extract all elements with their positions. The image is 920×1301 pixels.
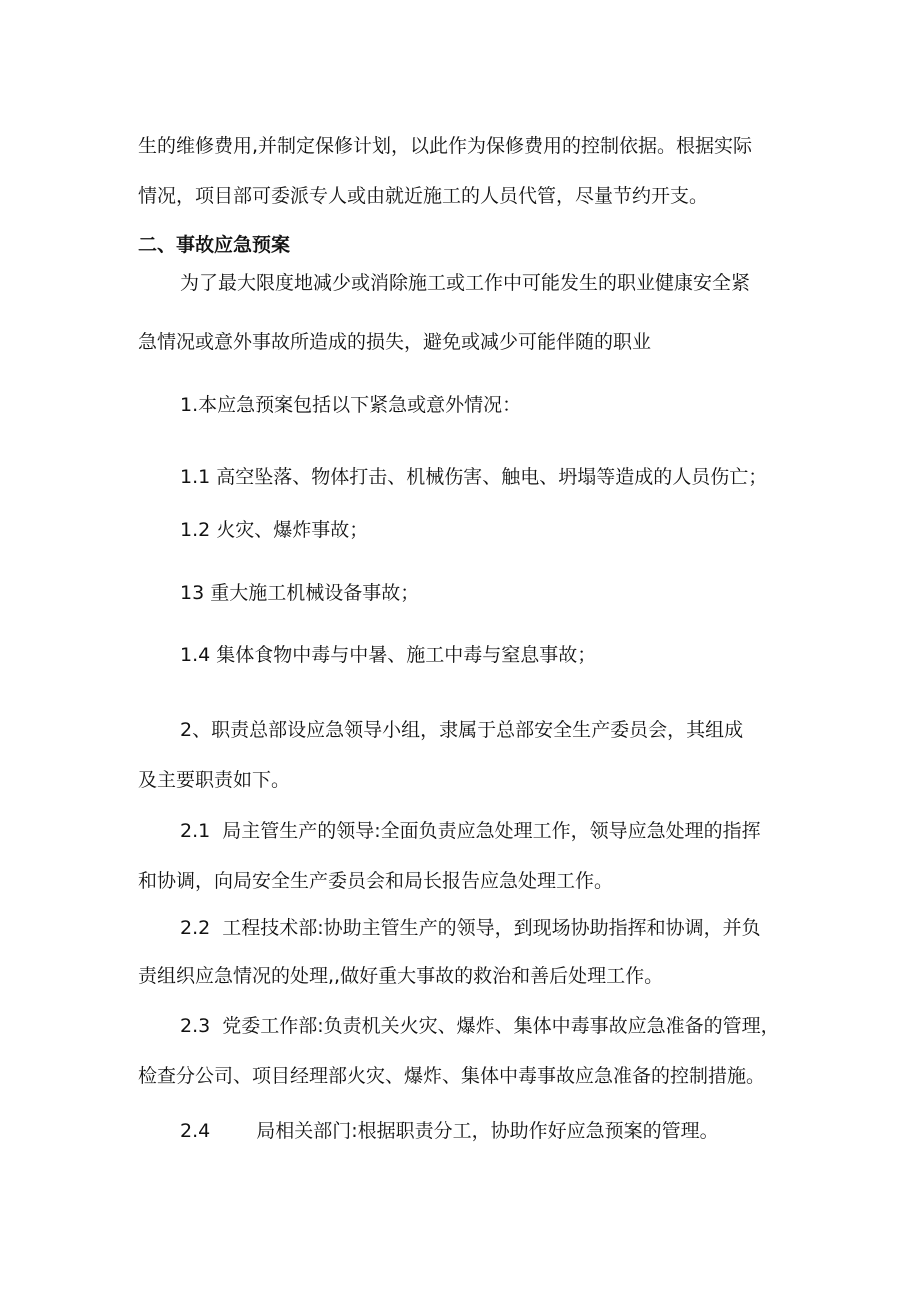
item-2-2-line-1	[180, 915, 761, 941]
intro-line-2: 急情况或意外事故所造成的损失，避免或减少可能伴随的职业	[138, 331, 652, 353]
subitem-number: 1.1	[180, 466, 211, 488]
item-2-4	[180, 1118, 719, 1144]
subitem-1-4	[180, 642, 596, 668]
item-2-3-line-1	[180, 1013, 780, 1039]
intro-line-1: 为了最大限度地减少或消除施工或工作中可能发生的职业健康安全紧	[180, 272, 751, 294]
paragraph-continued-line-2: 情况，项目部可委派专人或由就近施工的人员代管，尽量节约开支。	[138, 185, 709, 207]
subitem-number: 13	[180, 582, 205, 604]
subitem-text: 重大施工机械设备事故；	[210, 582, 420, 604]
subitem-number: 1.2	[180, 519, 211, 541]
item-2-line-1: 2、职责总部设应急领导小组，隶属于总部安全生产委员会，其组成	[180, 719, 744, 741]
subitem-1-1	[180, 464, 767, 490]
item-1-heading: 1.本应急预案包括以下紧急或意外情况：	[180, 394, 522, 416]
item-number: 2.3	[180, 1015, 211, 1037]
item-2-line-2: 及主要职责如下。	[138, 769, 291, 791]
subitem-text: 集体食物中毒与中暑、施工中毒与窒息事故；	[216, 644, 597, 666]
subitem-text: 高空坠落、物体打击、机械伤害、触电、坍塌等造成的人员伤亡；	[216, 466, 768, 488]
item-2-2-line-2: 责组织应急情况的处理,,做好重大事故的救治和善后处理工作。	[138, 965, 664, 987]
subitem-text: 火灾、爆炸事故；	[216, 519, 369, 541]
item-2-1-line-2: 和协调，向局安全生产委员会和局长报告应急处理工作。	[138, 870, 614, 892]
item-number: 2.1	[180, 820, 211, 842]
item-2-3-line-2: 检查分公司、项目经理部火灾、爆炸、集体中毒事故应急准备的控制措施。	[138, 1065, 766, 1087]
subitem-1-2	[180, 517, 368, 543]
paragraph-continued-line-1: 生的维修费用,并制定保修计划，以此作为保修费用的控制依据。根据实际	[138, 135, 753, 157]
subitem-1-3	[180, 580, 419, 606]
item-text: 局相关部门:根据职责分工，协助作好应急预案的管理。	[256, 1120, 719, 1142]
item-text: 局主管生产的领导:全面负责应急处理工作，领导应急处理的指挥	[222, 820, 761, 842]
item-number: 2.4	[180, 1120, 211, 1142]
section-heading: 二、事故应急预案	[138, 234, 291, 256]
item-number: 2.2	[180, 917, 211, 939]
item-2-1-line-1	[180, 818, 761, 844]
subitem-number: 1.4	[180, 644, 211, 666]
item-text: 工程技术部:协助主管生产的领导，到现场协助指挥和协调，并负	[222, 917, 761, 939]
item-text: 党委工作部:负责机关火灾、爆炸、集体中毒事故应急准备的管理，	[222, 1015, 780, 1037]
